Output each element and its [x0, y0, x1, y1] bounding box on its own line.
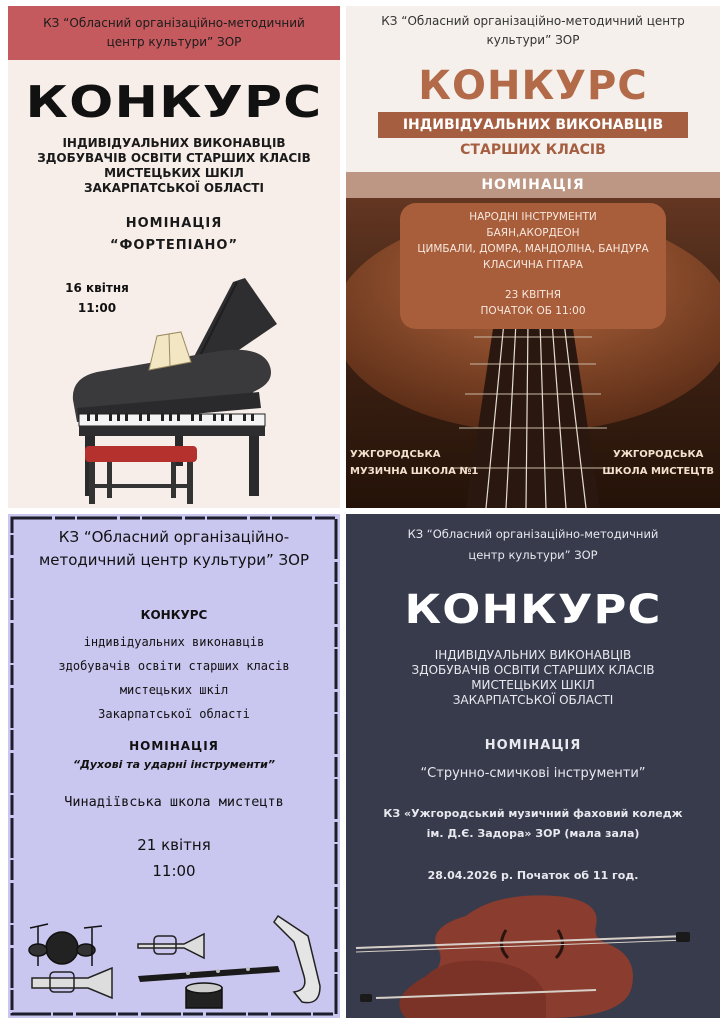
nomination: “Струнно-смичкові інструменти” — [420, 766, 646, 781]
venue-right: УЖГОРОДСЬКА ШКОЛА МИСТЕЦТВ — [602, 449, 714, 477]
nomination: “Духові та ударні інструменти” — [73, 758, 275, 771]
venue-text: КЗ «Ужгородський музичний фаховий коледж ім. Д.Є. Задора» ЗОР (мала зала) — [383, 807, 683, 840]
details-box: НАРОДНІ ІНСТРУМЕНТИ БАЯН,АКОРДЕОН ЦИМБАЛИ, ДОМРА, МАНДОЛІНА, БАНДУРА КЛАСИЧНА ГІТАРА 23 КВІТНЯ ПОЧАТОК ОБ 11:00 — [400, 203, 666, 329]
poster-title: КОНКУРС — [418, 63, 648, 109]
trumpet-icon — [138, 934, 204, 958]
poster-title: КОНКУРС — [25, 77, 323, 128]
subtitle-text: СТАРШИХ КЛАСІВ — [460, 142, 606, 158]
organizer-text: КЗ “Обласний організаційно-методичний центр культури” ЗОР — [381, 14, 685, 47]
poster-title: КОНКУРС — [404, 587, 662, 633]
nomination-label: НОМІНАЦІЯ — [129, 739, 219, 753]
poster-strings — [346, 514, 720, 1018]
event-date: 21 квітня 11:00 — [137, 836, 211, 880]
snare-drum-icon — [186, 983, 222, 1008]
school-name: Чинадіївська школа мистецтв — [64, 794, 284, 810]
poster-description: ІНДИВІДУАЛЬНИХ ВИКОНАВЦІВ ЗДОБУВАЧІВ ОСВІТИ СТАРШИХ КЛАСІВ МИСТЕЦЬКИХ ШКІЛ ЗАКАРПАТСЬКОЇ ОБЛАСТІ — [37, 136, 311, 195]
clarinet-icon — [138, 966, 280, 982]
poster-guitar — [346, 6, 720, 508]
wind-instruments-icons — [8, 906, 340, 1018]
saxophone-icon — [274, 916, 320, 1003]
poster-title: КОНКУРС — [140, 608, 208, 622]
subtitle-band: ІНДИВІДУАЛЬНИХ ВИКОНАВЦІВ — [378, 112, 688, 138]
nomination-label: НОМІНАЦІЯ — [484, 738, 582, 753]
nomination: НОМІНАЦІЯ “ФОРТЕПІАНО” — [109, 216, 239, 253]
poster-piano — [8, 6, 340, 508]
organizer-text: КЗ “Обласний організаційно- методичний центр культури” ЗОР — [38, 528, 310, 569]
drum-kit-icon — [29, 924, 102, 966]
venue-left: УЖГОРОДСЬКА МУЗИЧНА ШКОЛА №1 — [350, 449, 479, 477]
nomination-band: НОМІНАЦІЯ — [346, 172, 720, 198]
poster-description: індивідуальних виконавців здобувачів освіти старших класів мистецьких шкіл Закарпатської області — [58, 635, 290, 721]
organizer-text: КЗ “Обласний організаційно-методичний центр культури” ЗОР — [407, 527, 659, 562]
trumpet-icon — [32, 968, 112, 998]
cello-icon — [346, 886, 720, 1018]
poster-winds — [8, 514, 340, 1018]
event-date: 16 квітня 11:00 — [65, 281, 129, 315]
poster-description: ІНДИВІДУАЛЬНИХ ВИКОНАВЦІВ ЗДОБУВАЧІВ ОСВІТИ СТАРШИХ КЛАСІВ МИСТЕЦЬКИХ ШКІЛ ЗАКАРПАТСЬКОЇ ОБЛАСТІ — [411, 648, 655, 707]
organizer-text: КЗ “Обласний організаційно-методичний центр культури” ЗОР — [43, 16, 305, 49]
event-date: 28.04.2026 р. Початок об 11 год. — [427, 869, 639, 882]
